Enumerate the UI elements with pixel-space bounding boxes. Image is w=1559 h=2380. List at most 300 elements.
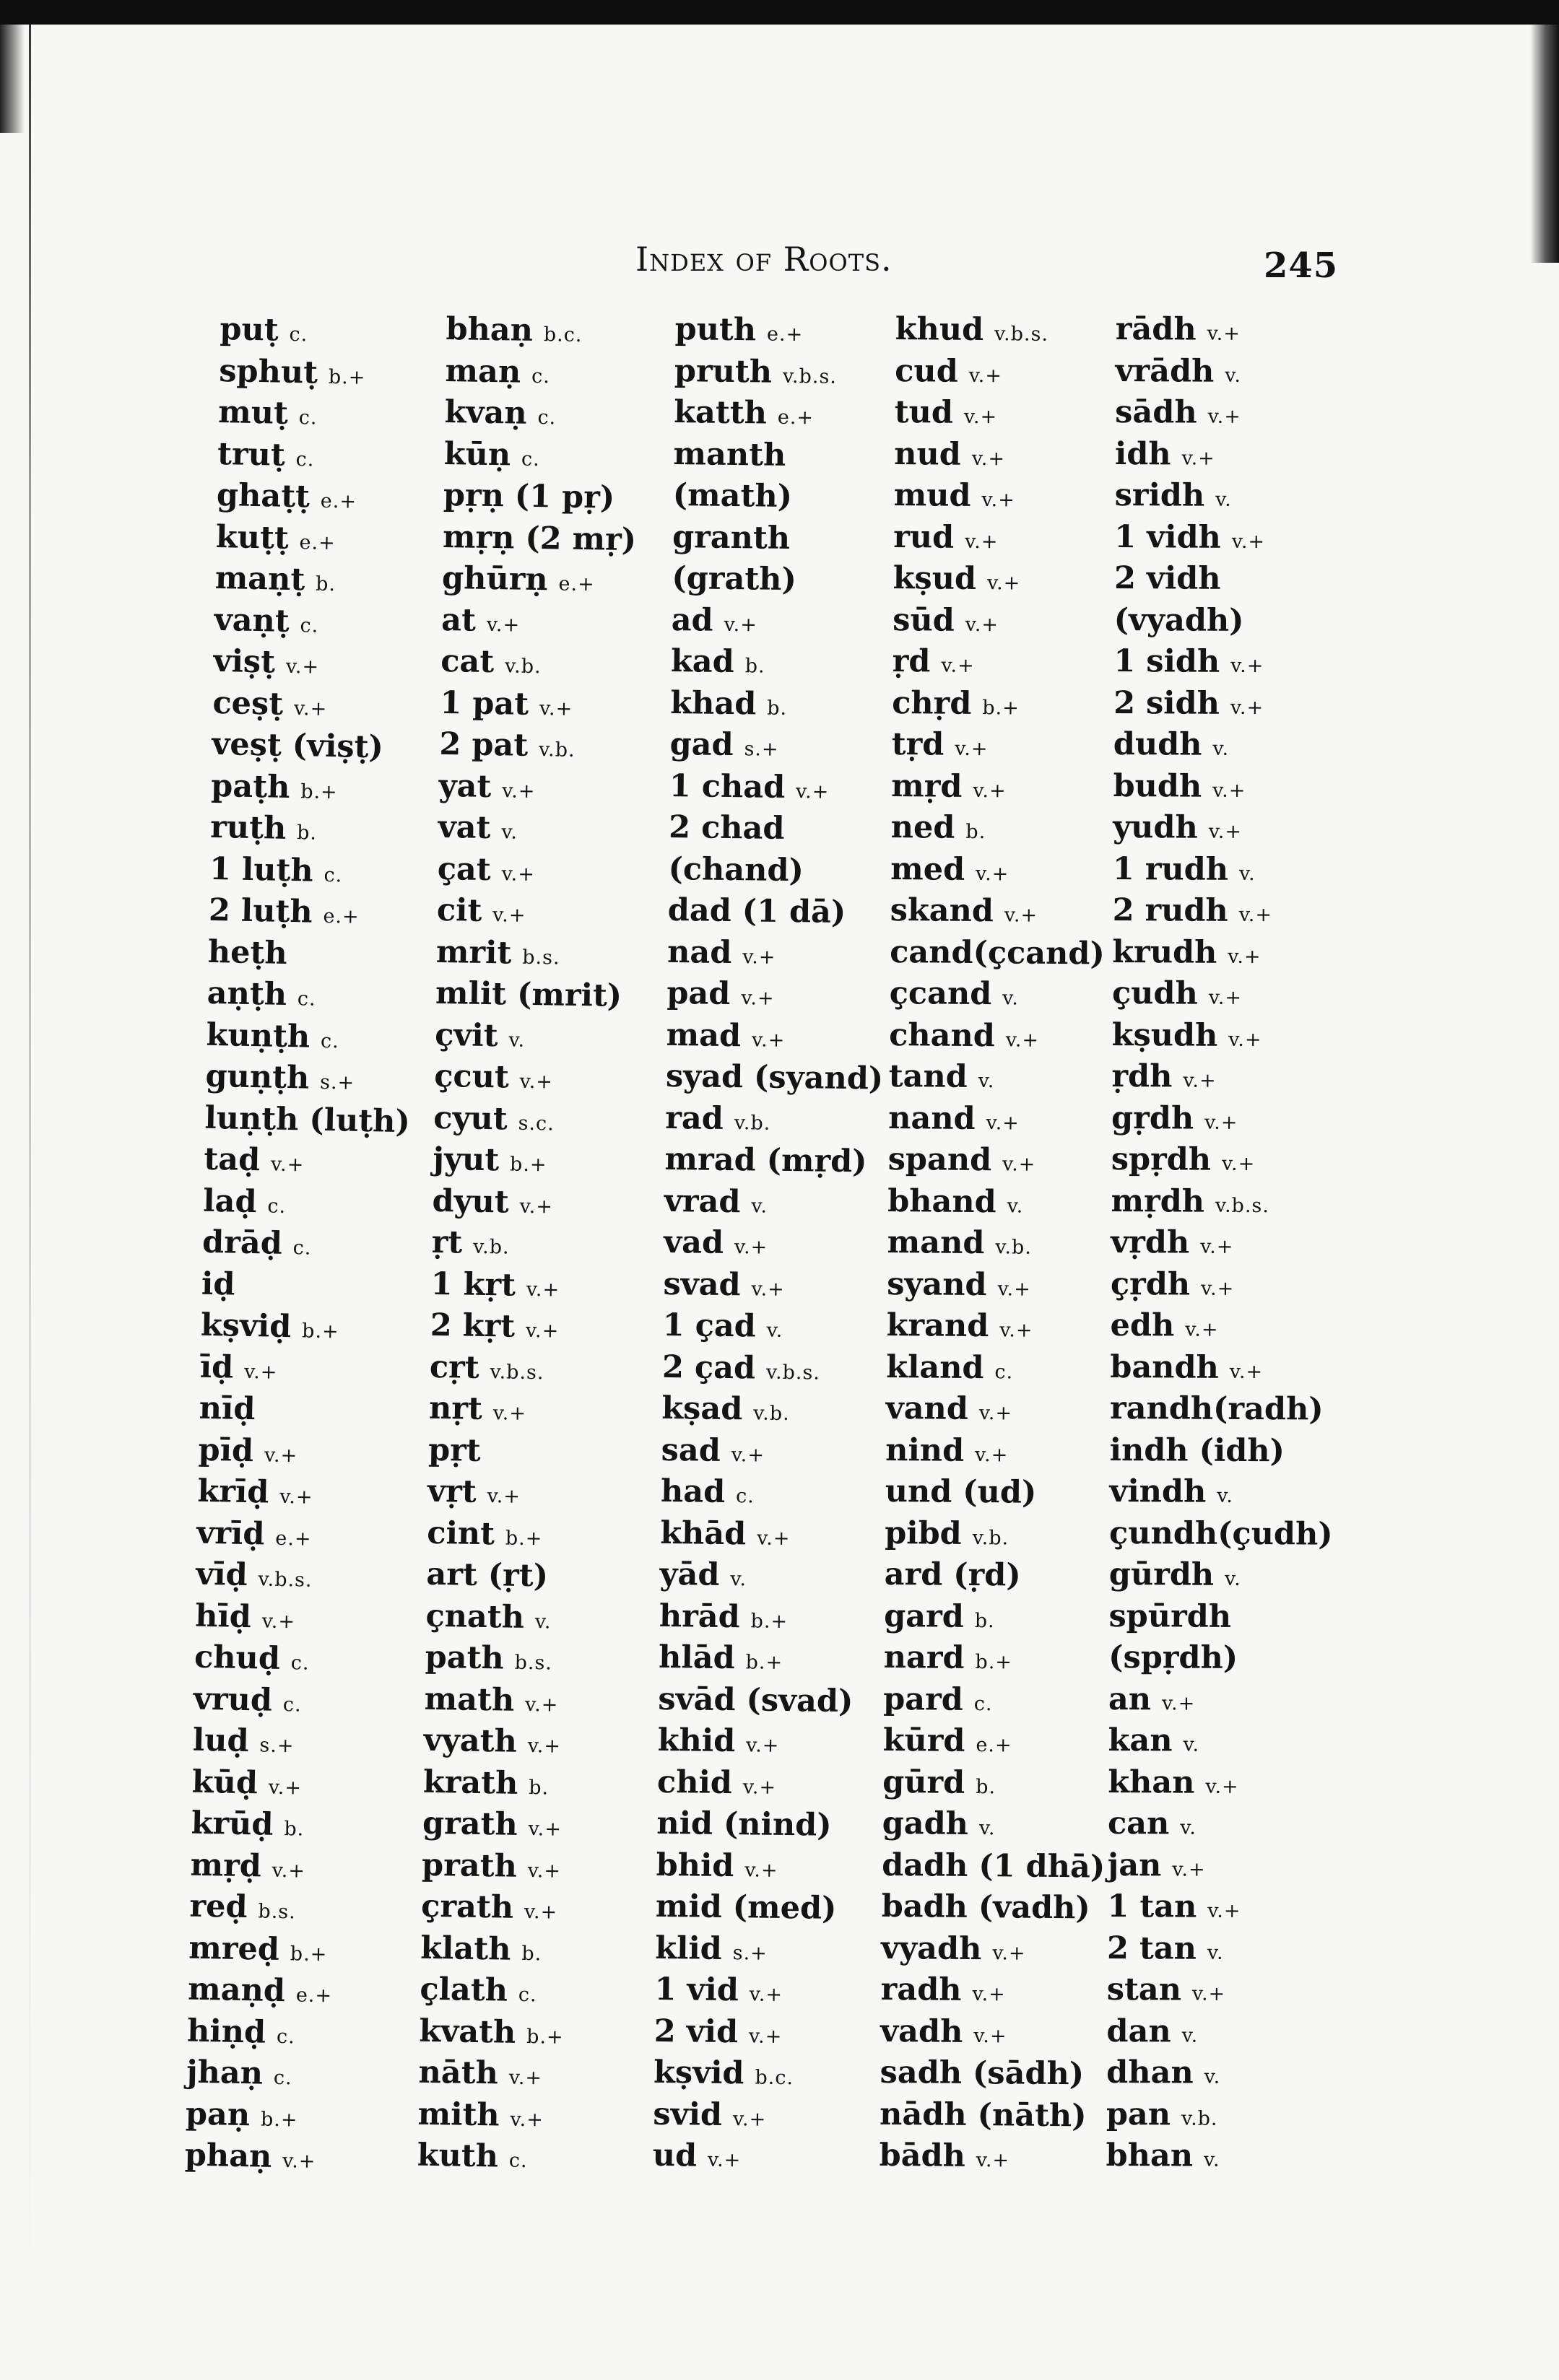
root-word: granth [672,518,791,557]
root-entry [1108,1678,1339,1721]
root-entry [431,1222,663,1268]
source-abbrev: v.+ [508,2066,543,2090]
root-entry [212,682,444,728]
root-entry [438,807,669,853]
root-entry [893,516,1124,559]
root-entry [204,1097,436,1143]
source-abbrev: v.+ [742,945,776,969]
root-word: (chand) [668,850,804,889]
source-abbrev: v.b.s. [994,323,1049,346]
root-word: khud [895,310,984,349]
root-word: kland [885,1348,984,1386]
source-abbrev: v.+ [751,1277,785,1301]
scan-binding-line [29,25,31,2298]
source-abbrev: e.+ [976,1734,1012,1757]
root-entry [880,1969,1111,2013]
root-word: vadh [880,2013,963,2050]
root-word: syand [886,1265,987,1303]
root-word: budh [1113,767,1202,805]
root-entry [882,1720,1113,1764]
root-entry [205,1056,437,1102]
source-abbrev: v.+ [1230,654,1264,678]
source-abbrev: e.+ [295,1984,333,2008]
root-word: yudh [1113,808,1198,846]
root-word: vīḍ [195,1556,248,1594]
root-entry [666,973,898,1017]
source-abbrev: v.+ [732,2107,767,2131]
source-abbrev: v.+ [279,1485,313,1509]
source-abbrev: c. [994,1360,1014,1383]
root-entry [893,558,1124,601]
source-abbrev: v.+ [1238,903,1273,927]
root-entry [894,433,1125,476]
source-abbrev: v.b. [753,1402,790,1426]
root-entry [425,1637,656,1683]
source-abbrev: b. [284,1818,305,1841]
root-word: indh (idh) [1109,1431,1285,1469]
root-entry [890,848,1121,892]
root-entry [190,1844,422,1891]
root-word: ad [671,601,713,639]
source-abbrev: v.+ [724,613,758,636]
root-entry [1112,1014,1343,1057]
root-word: chṛd [892,684,972,722]
source-abbrev: s.+ [744,738,779,761]
root-word: pruth [674,352,773,391]
root-word: spand [887,1141,992,1179]
root-word: syad (syand) [665,1058,884,1097]
source-abbrev: v.+ [1207,1899,1241,1922]
root-entry [212,724,443,770]
source-abbrev: v.b.s. [765,1361,821,1385]
root-word: phaṇ [184,2137,272,2175]
source-abbrev: v.+ [1172,1857,1206,1881]
root-entry [204,1139,435,1185]
root-entry [437,848,669,894]
source-abbrev: v.+ [270,1153,305,1177]
root-word: chid [656,1764,733,1801]
root-word: pan [1106,2096,1171,2132]
source-abbrev: b. [976,1775,996,1798]
source-abbrev: v. [1225,1567,1241,1590]
source-abbrev: v.+ [525,1319,560,1343]
root-entry [884,1554,1115,1597]
source-abbrev: c. [276,2025,296,2048]
source-abbrev: b.+ [328,365,366,389]
root-entry [1106,2052,1337,2095]
root-entry [664,1139,896,1183]
root-entry [669,807,900,851]
root-entry [668,848,900,892]
root-entry [441,599,673,645]
root-entry [427,1471,659,1517]
root-entry [436,890,668,936]
source-abbrev: v. [751,1194,768,1218]
root-word: mand [887,1224,985,1262]
root-entry [895,350,1126,393]
root-entry [653,2010,885,2054]
source-abbrev: v.+ [986,572,1021,595]
root-entry [655,1927,887,1971]
root-entry [673,433,905,477]
root-entry [1107,1969,1338,2012]
index-column-5 [1106,309,1347,2178]
root-word: veṣṭ (viṣṭ) [211,725,384,766]
root-entry [417,2135,648,2181]
root-entry [194,1637,426,1683]
root-word: randh(radh) [1109,1390,1324,1428]
root-word: 2 pat [439,725,529,764]
root-entry [442,558,674,603]
root-word: 1 luṭh [209,850,314,889]
root-word: vṛdh [1111,1224,1190,1261]
root-entry [440,682,672,728]
root-entry [444,392,676,437]
root-word: taḍ [203,1141,261,1179]
root-entry [184,2135,416,2181]
source-abbrev: v.+ [528,1818,563,1841]
source-abbrev: v.+ [243,1360,278,1384]
source-abbrev: v.+ [1191,1982,1226,2005]
root-entry [199,1388,430,1434]
source-abbrev: b. [296,821,318,845]
source-abbrev: v. [534,1610,552,1634]
root-entry [674,392,906,436]
root-word: paṭh [210,767,290,806]
root-word: spṛdh [1111,1141,1212,1178]
root-word: drāḍ [201,1224,283,1262]
root-word: vyadh [880,1930,982,1967]
root-word: kuth [417,2137,499,2175]
source-abbrev: s.+ [259,1734,295,1758]
root-entry [219,350,451,396]
root-word: 2 çad [661,1348,756,1386]
root-word: reḍ [189,1888,248,1926]
source-abbrev: v.+ [749,1983,783,2006]
root-word: mṛdh [1111,1182,1205,1220]
root-entry [206,1014,438,1060]
source-abbrev: v.b. [972,1526,1009,1549]
root-word: sūd [893,601,955,639]
root-entry [891,724,1122,767]
source-abbrev: v. [1203,2148,1220,2171]
source-abbrev: c. [289,323,308,346]
root-entry [885,1512,1116,1556]
source-abbrev: b.+ [290,1942,328,1966]
root-word: nud [894,435,962,473]
root-entry [217,433,449,479]
root-entry [659,1595,891,1639]
root-word: çṛdh [1110,1265,1191,1303]
source-abbrev: v.+ [1181,446,1215,470]
root-entry [1110,1346,1341,1389]
source-abbrev: v. [1180,1816,1197,1839]
root-word: an [1108,1681,1152,1717]
root-entry [191,1803,422,1849]
source-abbrev: v.+ [1200,1235,1234,1258]
root-entry [203,1180,435,1226]
root-word: vad [663,1224,724,1261]
root-entry [187,2010,419,2057]
source-abbrev: v.+ [707,2148,742,2172]
source-abbrev: v.+ [965,613,999,636]
source-abbrev: v.+ [751,1028,786,1052]
source-abbrev: v.+ [1161,1691,1196,1715]
root-entry [440,641,672,686]
source-abbrev: e.+ [320,489,357,513]
root-word: can [1107,1805,1170,1842]
root-entry [213,641,445,687]
source-abbrev: v. [1207,1941,1224,1964]
source-abbrev: b.+ [745,1651,783,1674]
root-entry [430,1263,662,1309]
source-abbrev: v. [978,1070,995,1093]
source-abbrev: v.+ [510,2108,544,2131]
root-word: guṇṭh [205,1058,310,1097]
root-word: dadh (1 dhā) [881,1847,1106,1886]
root-entry [1114,558,1345,601]
source-abbrev: v.+ [973,2024,1007,2047]
root-entry [1114,475,1345,518]
root-entry [664,1180,896,1224]
source-abbrev: s.+ [732,1941,768,1965]
source-abbrev: v.+ [293,697,328,720]
source-abbrev: c. [297,988,316,1011]
root-word: vindh [1109,1473,1207,1510]
root-word: çat [437,850,492,888]
source-abbrev: v.+ [997,1277,1031,1301]
root-word: vrad [664,1182,741,1220]
root-word: kvaṇ [444,393,528,432]
source-abbrev: c. [295,448,315,471]
source-abbrev: v.+ [1004,904,1038,927]
root-entry [662,1346,894,1390]
root-entry [1108,1803,1339,1846]
root-entry [420,1927,652,1973]
root-word: ned [890,808,955,846]
root-word: krand [886,1307,989,1345]
root-entry [674,350,906,394]
source-abbrev: b.+ [260,2108,298,2132]
root-word: ghaṭṭ [216,476,311,515]
root-word: kūḍ [191,1764,259,1801]
root-word: gard [883,1597,965,1635]
root-entry [672,516,904,560]
source-abbrev: v.+ [976,2149,1010,2172]
root-word: svād (svad) [658,1681,854,1719]
root-entry [663,1263,895,1307]
root-entry [445,350,677,396]
root-word: prath [421,1847,518,1885]
source-abbrev: v. [978,1817,996,1840]
source-abbrev: b.+ [300,780,339,803]
source-abbrev: b.c. [543,323,583,346]
root-word: 2 sidh [1113,684,1220,722]
root-entry [208,890,440,936]
root-word: ṛdh [1111,1058,1173,1095]
root-word: rādh [1115,310,1197,348]
root-word: krath [422,1764,518,1802]
root-entry [886,1305,1117,1348]
root-word: bhid [656,1847,734,1884]
root-word: 1 chad [669,767,786,806]
root-word: sad [661,1431,721,1469]
source-abbrev: v.+ [487,1485,521,1508]
source-abbrev: v.+ [524,1900,558,1924]
root-entry [1116,309,1347,352]
source-abbrev: v.+ [968,364,1003,387]
root-entry [894,392,1125,435]
source-abbrev: v.b.s. [490,1360,544,1384]
root-entry [197,1471,429,1517]
root-entry [656,1803,888,1847]
root-word: vruḍ [193,1681,273,1719]
index-column-3 [652,309,906,2179]
source-abbrev: v. [1204,2065,1221,2088]
root-entry [1108,1761,1339,1804]
root-entry [882,1803,1113,1847]
root-entry [425,1595,657,1641]
source-abbrev: v.+ [486,613,521,637]
root-word: vṛt [427,1473,477,1510]
root-entry [443,475,674,520]
root-word: 1 sidh [1113,642,1220,680]
root-entry [882,1761,1113,1805]
source-abbrev: b.+ [975,1651,1013,1674]
source-abbrev: v.+ [282,2150,316,2174]
source-abbrev: v.+ [1221,1152,1256,1176]
source-abbrev: b.+ [750,1609,789,1633]
source-abbrev: v. [1212,737,1230,760]
root-entry [185,2093,417,2140]
root-entry [435,973,667,1019]
root-word: hlād [658,1639,736,1677]
root-word: pīḍ [198,1431,254,1469]
root-word: mreḍ [188,1930,280,1968]
root-word: hrād [659,1597,741,1635]
root-entry [656,1886,887,1930]
root-entry [209,848,441,894]
root-entry [207,931,439,977]
root-word: luṇṭh (luṭh) [204,1099,411,1140]
root-word: ruṭh [209,808,287,847]
root-word: rud [893,518,955,556]
root-word: jan [1107,1847,1162,1883]
root-entry [674,309,906,353]
index-column-1 [184,309,451,2181]
source-abbrev: b.c. [755,2066,794,2090]
root-entry [1110,1388,1341,1431]
root-word: sridh [1114,476,1205,514]
root-entry [1109,1554,1340,1597]
source-abbrev: v.b.s. [782,365,838,388]
source-abbrev: c. [537,406,557,430]
root-entry [210,807,442,853]
root-word: jhaṇ [186,2054,264,2092]
source-abbrev: c. [531,365,551,388]
root-word: vrādh [1115,352,1215,390]
root-entry [1112,890,1343,933]
root-entry [422,1803,654,1849]
root-word: kuṇṭh [206,1016,311,1055]
root-word: 2 vid [653,2013,739,2050]
root-word: mid (med) [655,1888,837,1927]
source-abbrev: v.+ [501,862,536,886]
root-word: vyath [423,1722,518,1760]
source-abbrev: v.+ [1212,779,1246,802]
root-word: maṇṭ [214,559,305,598]
root-word: (spṛdh) [1108,1639,1238,1676]
root-entry [1115,392,1346,435]
running-header [635,230,1339,287]
root-word: krudh [1112,933,1217,971]
root-word: ṛd [892,642,931,680]
root-word: 2 rudh [1112,892,1228,929]
source-abbrev: v.+ [1204,1111,1238,1134]
source-abbrev: v.+ [1231,530,1266,553]
source-abbrev: b. [315,572,336,596]
root-entry [430,1305,661,1351]
root-entry [202,1222,434,1268]
source-abbrev: v.+ [1208,986,1243,1009]
source-abbrev: v.+ [1002,1153,1036,1176]
root-entry [654,1969,886,2013]
source-abbrev: v. [1225,364,1242,387]
root-entry [1113,807,1344,850]
root-word: spūrdh [1108,1597,1232,1635]
root-word: bhand [887,1182,996,1220]
root-word: mṛṇ (2 mṛ) [442,518,637,558]
root-entry [200,1305,432,1351]
root-entry [882,1844,1113,1888]
source-abbrev: c. [973,1692,993,1715]
root-word: vat [438,808,491,847]
root-word: med [890,850,965,888]
source-abbrev: c. [300,614,319,637]
source-abbrev: v.b.s. [1215,1194,1269,1217]
root-word: aṇṭh [207,975,287,1013]
source-abbrev: v.+ [527,1735,562,1758]
source-abbrev: v.b. [538,738,576,762]
root-word: gūrdh [1108,1556,1215,1593]
source-abbrev: b.s. [514,1651,553,1675]
source-abbrev: b. [965,820,986,844]
root-entry [880,2052,1111,2096]
root-word: klid [654,1930,723,1967]
root-word: çrath [420,1888,514,1926]
source-abbrev: c. [282,1693,302,1717]
source-abbrev: c. [320,1029,340,1052]
source-abbrev: b.+ [526,2025,564,2049]
source-abbrev: s.c. [518,1112,555,1135]
source-abbrev: b.+ [301,1320,340,1343]
root-word: pṛt [427,1431,482,1469]
root-word: kṣviḍ [200,1307,292,1346]
source-abbrev: v. [1181,2024,1199,2047]
root-entry [1108,1637,1339,1680]
root-entry [881,1927,1112,1971]
root-word: kad [670,642,735,681]
root-word: mṛd [891,767,963,805]
root-word: nṛt [428,1390,483,1427]
source-abbrev: v.+ [972,1983,1006,2006]
root-entry [422,1761,654,1807]
root-entry [669,724,901,768]
root-word: mith [417,2096,500,2133]
root-entry [1111,1139,1342,1182]
root-word: 2 vidh [1113,559,1221,597]
root-word: idh [1114,435,1171,472]
